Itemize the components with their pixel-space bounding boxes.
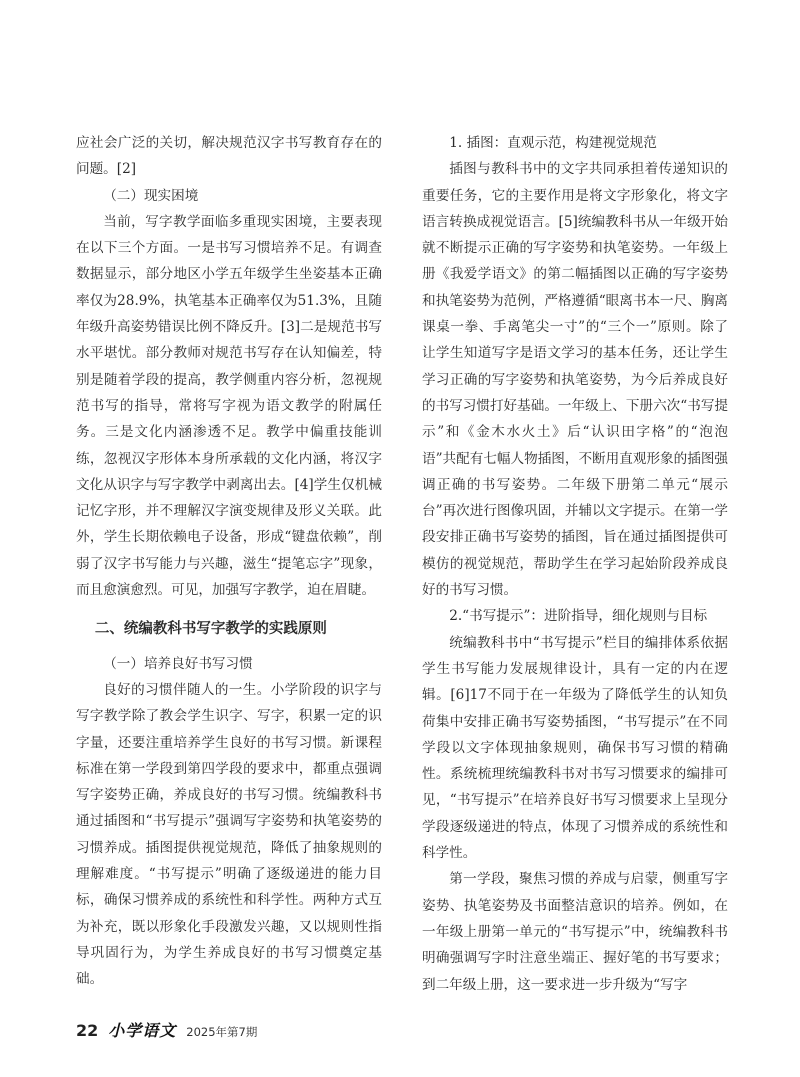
right-column — [422, 130, 728, 998]
paragraph: 良好的习惯伴随人的一生。小学阶段的识字与写字教学除了教会学生识字、写字，积累一定的识字量，还要注重培养学生良好的书写习惯。新课程标准在第一学段到第四学段的要求中，都重点强调写字姿势正确，养成良好的书写习惯。统编教科书通过插图和“书写提示”强调写字姿势和执笔姿势的习惯养成。插图提供视觉规范，降低了抽象规则的理解难度。“书写提示”明确了逐级递进的能力目标，确保习惯养成的系统性和科学性。两种方式互为补充，既以形象化手段激发兴趣，又以规则性指导巩固行为，为学生养成良好的书写习惯奠定基础。 — [76, 681, 382, 988]
page-footer — [76, 1018, 257, 1041]
left-column — [76, 130, 382, 993]
paragraph: 插图与教科书中的文字共同承担着传递知识的重要任务，它的主要作用是将文字形象化，将文字语言转换成视觉语言。[5]统编教科书从一年级开始就不断提示正确的写字姿势和执笔姿势。一年级上册《我爱学语文》的第二幅插图以正确的写字姿势和执笔姿势为范例，严格遵循“眼离书本一尺、胸离课桌一拳、手离笔尖一寸”的“三个一”原则。除了让学生知道写字是语文学习的基本任务，还让学生学习正确的写字姿势和执笔姿势，为今后养成良好的书写习惯打好基础。一年级上、下册六次“书写提示”和《金木水火土》后“认识田字格”的“泡泡语”共配有七幅人物插图，不断用直观形象的插图强调正确的书写姿势。二年级下册第二单元“展示台”再次进行图像巩固，并辅以文字提示。在第一学段安排正确书写姿势的插图，旨在通过插图提供可模仿的视觉规范，帮助学生在学习起始阶段养成良好的书写习惯。 — [422, 161, 729, 599]
section-title: 二、统编教科书写字教学的实践原则 — [94, 621, 327, 638]
paragraph: 统编教科书中“书写提示”栏目的编排体系依据学生书写能力发展规律设计，具有一定的内在逻辑。[6]17不同于在一年级为了降低学生的认知负荷集中安排正确书写姿势插图，“书写提示”在不同学段以文字体现抽象规则，确保书写习惯的精确性。系统梳理统编教科书对书写习惯要求的编排可见，“书写提示”在培养良好书写习惯要求上呈现分学段逐级递进的特点，体现了习惯养成的系统性和科学性。 — [422, 634, 728, 862]
paragraph: 当前，写字教学面临多重现实困境，主要表现在以下三个方面。一是书写习惯培养不足。有调查数据显示，部分地区小学五年级学生坐姿基本正确率仅为28.9%，执笔基本正确率仅为51.3%，且随年级升高姿势错误比例不降反升。[3]二是规范书写水平堪忧。部分教师对规范书写存在认知偏差，特别是随着学段的提高，教学侧重内容分析，忽视规范书写的指导，常将写字视为语文教学的附属任务。三是文化内涵渗透不足。教学中偏重技能训练，忽视汉字形体本身所承载的文化内涵，将汉字文化从识字与写字教学中剥离出去。[4]学生仅机械记忆字形，并不理解汉字演变规律及形义关联。此外，学生长期依赖电子设备，形成“键盘依赖”，削弱了汉字书写能力与兴趣，滋生“提笔忘字”现象，而且愈演愈烈。可见，加强写字教学，迫在眉睫。 — [76, 213, 382, 599]
subheading-illustration: 1. 插图：直观示范，构建视觉规范 — [449, 135, 657, 151]
issue-label: 2025年第7期 — [186, 1025, 258, 1039]
subheading-habit: （一）培养良好书写习惯 — [103, 655, 253, 672]
subheading-reality: （二）现实困境 — [103, 187, 199, 204]
paragraph: 应社会广泛的关切，解决规范汉字书写教育存在的问题。[2] — [76, 135, 382, 178]
page-number: 22 — [76, 1021, 99, 1040]
subheading-writing-tips: 2.“书写提示”：进阶指导，细化规则与目标 — [449, 608, 708, 625]
journal-logo: 小学语文 — [108, 1021, 177, 1040]
paragraph: 第一学段，聚焦习惯的养成与启蒙，侧重写字姿势、执笔姿势及书面整洁意识的培养。例如，在一年级上册第一单元的“书写提示”中，统编教科书明确强调写字时注意坐端正、握好笔的书写要求；到二年级上册，这一要求进一步升级为“写字 — [422, 871, 728, 993]
